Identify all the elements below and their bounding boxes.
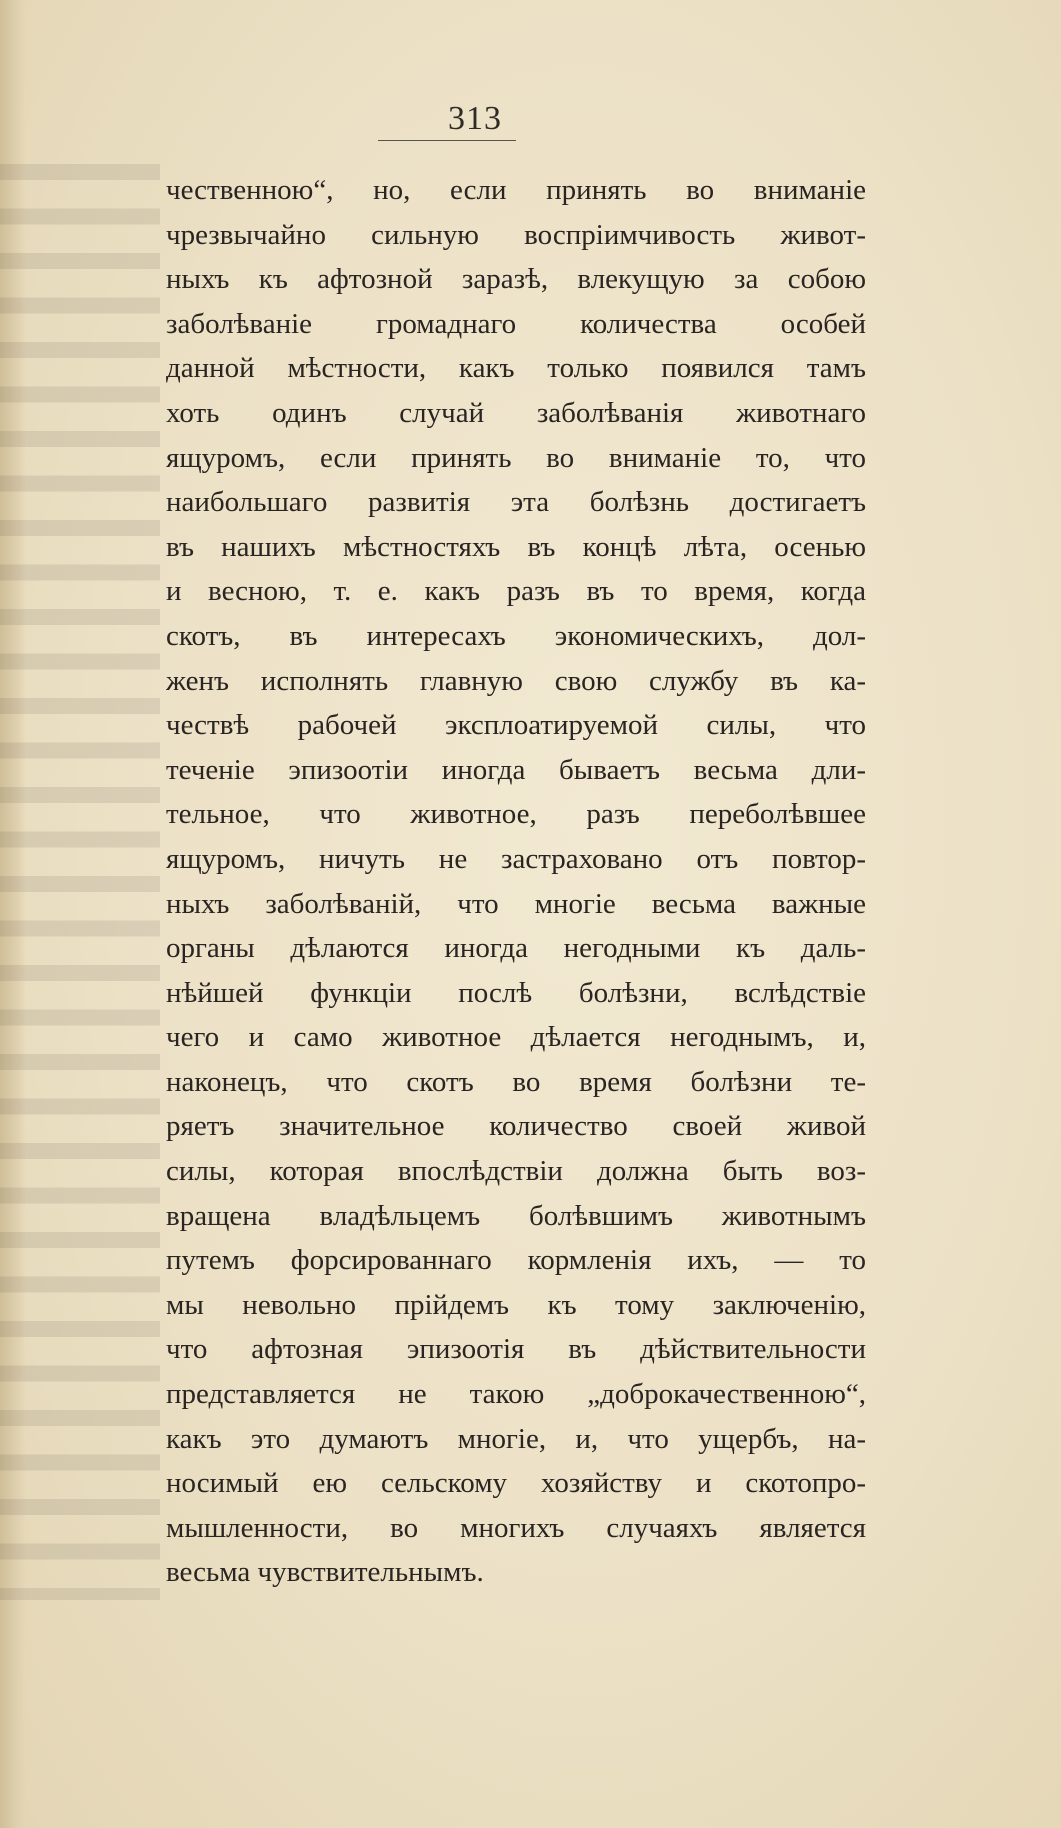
text-line: мышленности, во многихъ случаяхъ является [166,1511,866,1544]
text-line: тельное, что животное, разъ переболѣвшее [166,798,866,831]
text-line: ящуромъ, если принять во вниманіе то, что [166,441,866,474]
text-line: что афтозная эпизоотія въ дѣйствительности [166,1333,866,1366]
text-line: ящуромъ, ничуть не застраховано отъ повтор- [166,842,866,875]
text-line: наконецъ, что скотъ во время болѣзни те- [166,1065,866,1098]
text-line: чественною“, но, если принять во вниманіе [166,174,866,206]
text-line: ныхъ къ афтозной заразѣ, влекущую за собою [166,263,866,296]
text-line: путемъ форсированнаго кормленія ихъ, — то [166,1244,866,1277]
text-line: женъ исполнять главную свою службу въ ка- [166,664,866,697]
text-line: силы, которая впослѣдствіи должна быть воз- [166,1155,866,1188]
page-number-rule [378,140,516,141]
text-line: данной мѣстности, какъ только появился тамъ [166,352,866,385]
text-line: носимый ею сельскому хозяйству и скотопро- [166,1467,866,1500]
text-line: скотъ, въ интересахъ экономическихъ, дол- [166,619,866,652]
text-line: ряетъ значительное количество своей живой [166,1110,866,1143]
text-line: чрезвычайно сильную воспріимчивость живот- [166,218,866,251]
text-line: чествѣ рабочей эксплоатируемой силы, что [166,709,866,742]
text-line: какъ это думаютъ многіе, и, что ущербъ, на- [166,1422,866,1455]
text-line: ныхъ заболѣваній, что многіе весьма важные [166,887,866,920]
text-line: въ нашихъ мѣстностяхъ въ концѣ лѣта, осенью [166,530,866,563]
text-line: хоть одинъ случай заболѣванія животнаго [166,396,866,429]
text-line: наибольшаго развитія эта болѣзнь достигаетъ [166,486,866,519]
body-text [166,168,866,1595]
text-line: чего и само животное дѣлается негоднымъ, и, [166,1021,866,1054]
text-line: и весною, т. е. какъ разъ въ то время, когда [166,575,866,608]
text-line: весьма чувствительнымъ. [166,1556,484,1589]
text-line: органы дѣлаются иногда негодными къ даль- [166,932,866,965]
show-through-text [0,150,160,1600]
text-line: нѣйшей функціи послѣ болѣзни, вслѣдствіе [166,976,866,1009]
page-number: 313 [448,100,502,137]
text-line: представляется не такою „доброкачественною“, [166,1378,866,1411]
text-line: теченіе эпизоотіи иногда бываетъ весьма дли- [166,753,866,786]
text-line: вращена владѣльцемъ болѣвшимъ животнымъ [166,1199,866,1232]
text-line: заболѣваніе громаднаго количества особей [166,307,866,340]
text-line: мы невольно прійдемъ къ тому заключенію, [166,1288,866,1321]
